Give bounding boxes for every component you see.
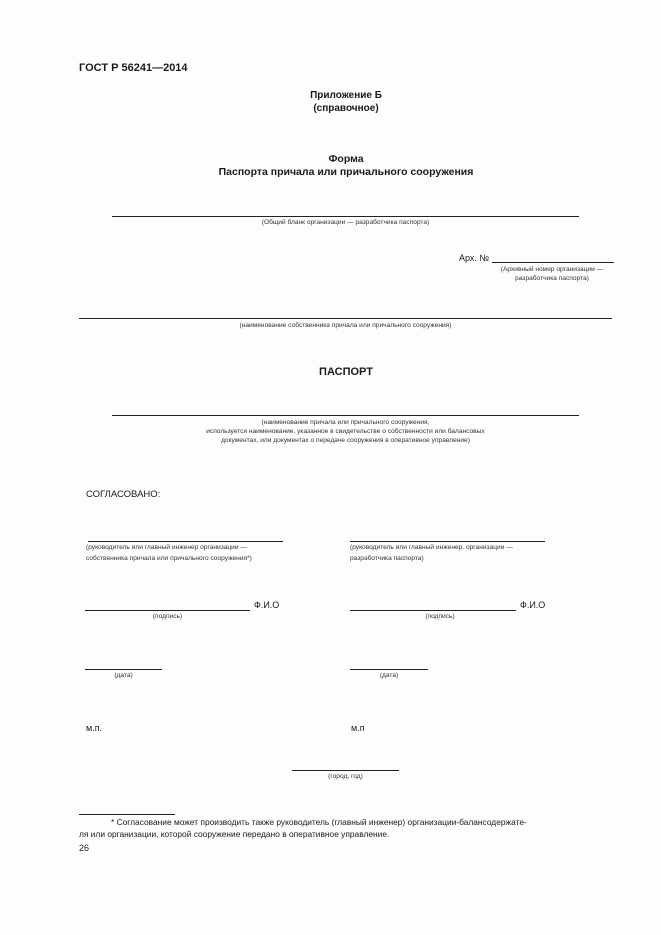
name-caption-3: документах, или документах о передаче сооружения в оперативное управление): [221, 437, 470, 444]
name-line: [112, 415, 579, 416]
form-title: Паспорта причала или причального сооружения: [218, 166, 474, 178]
agreed-label: СОГЛАСОВАНО:: [86, 489, 161, 500]
right-signature-caption: (подпись): [425, 613, 455, 620]
right-role-line: [350, 541, 545, 542]
owner-line: [79, 318, 612, 319]
appendix-note: (справочное): [313, 103, 379, 114]
right-role-caption-1: (руководитель или главный инженер. организации —: [350, 544, 513, 551]
left-fio: Ф.И.О: [254, 600, 280, 610]
right-date-caption: (дата): [379, 672, 399, 679]
standard-number: ГОСТ Р 56241—2014: [79, 62, 188, 74]
right-date-line: [350, 669, 428, 670]
city-line: [292, 770, 399, 771]
page-number: 26: [79, 843, 90, 853]
blank-caption: (Общий бланк организации — разработчика паспорта): [261, 219, 430, 226]
right-fio: Ф.И.О: [520, 600, 546, 610]
blank-line: [112, 216, 579, 217]
footnote-line-2: ля или организации, которой сооружение передано в оперативное управление.: [79, 829, 390, 839]
form-label: Форма: [328, 153, 364, 165]
arch-label: Арх. №: [459, 253, 490, 263]
left-role-line: [88, 541, 283, 542]
left-role-caption-1: (руководитель или главный инженер организации —: [86, 544, 247, 551]
footnote-separator: [79, 814, 175, 815]
name-caption-1: (наименование причала или причального сооружения,: [261, 419, 430, 426]
right-role-caption-2: разработчика паспорта): [350, 555, 424, 562]
right-signature-line: [350, 610, 516, 611]
owner-caption: (наименование собственника причала или причального сооружения): [239, 322, 452, 329]
footnote-line-1: * Согласование может производить также руководитель (главный инженер) организации-балансодержате-: [111, 817, 527, 827]
arch-caption-1: (Архивный номер организации —: [500, 266, 604, 273]
left-signature-line: [85, 610, 250, 611]
left-date-line: [85, 669, 162, 670]
left-stamp: м.п.: [86, 723, 103, 733]
left-signature-caption: (подпись): [152, 613, 183, 620]
appendix-title: Приложение Б: [310, 90, 382, 101]
arch-caption-2: разработчика паспорта): [515, 275, 589, 282]
passport-title: ПАСПОРТ: [319, 366, 373, 378]
left-date-caption: (дата): [114, 672, 133, 679]
arch-line: [492, 262, 614, 263]
right-stamp: м.п: [351, 723, 365, 733]
left-role-caption-2: собственника причала или причального сооружения*): [86, 555, 252, 562]
name-caption-2: используется наименование, указанное в свидетельстве о собственности или балансовых: [206, 428, 485, 435]
city-caption: (город, год): [328, 773, 363, 780]
